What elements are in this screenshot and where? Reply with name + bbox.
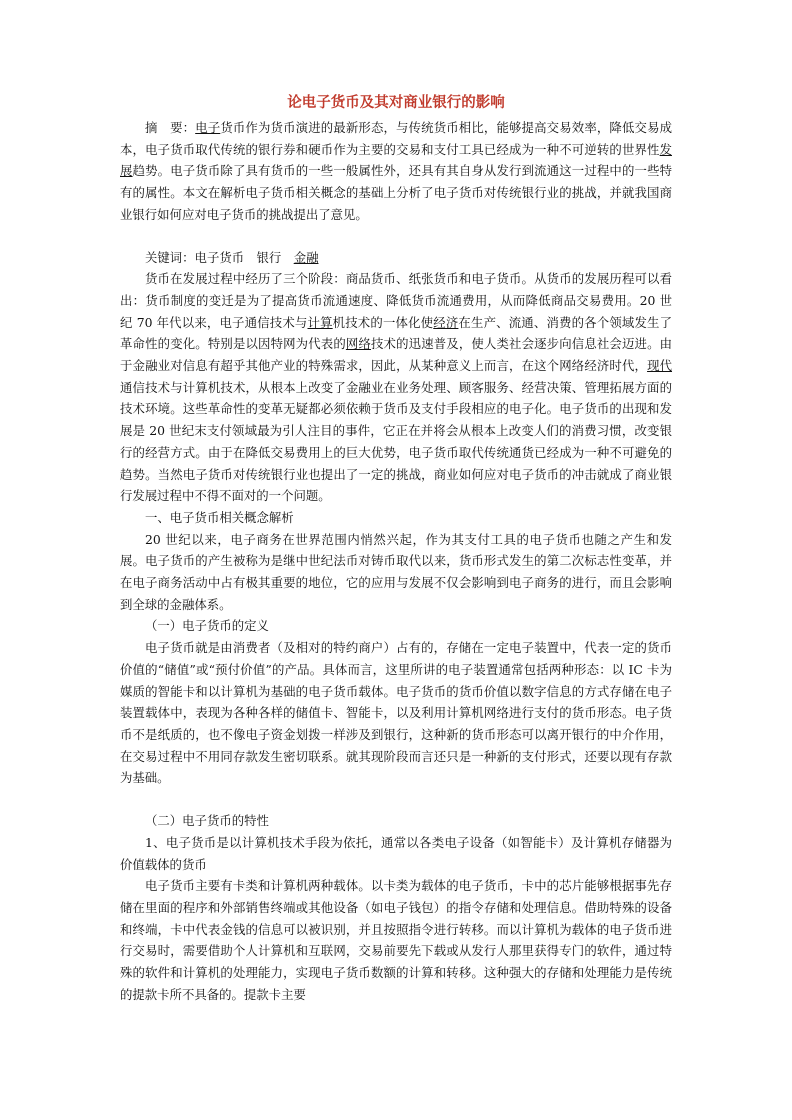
subsection-2-point-1: 1、电子货币是以计算机技术手段为依托，通常以各类电子设备（如智能卡）及计算机存储器为价值载体的货币 xyxy=(120,834,672,872)
intro-text-3: 在生产、流通、消费的各个领域发生了革命性的变化。特别是以因特网为代表的 xyxy=(120,314,673,352)
section-1-heading: 一、电子货币相关概念解析 xyxy=(145,509,294,525)
link-jinrong[interactable]: 金融 xyxy=(293,249,319,265)
keywords-label: 关键词：电子货币 银行 xyxy=(145,249,294,265)
abstract-text-1: 货币作为货币演进的最新形态，与传统货币相比，能够提高交易效率，降低交易成本，电子货币取代传统的银行券和硬币作为主要的交易和支付工具已经成为一种不可逆转的世界性 xyxy=(120,120,673,157)
abstract-text-2: 趋势。电子货币除了具有货币的一些一般属性外，还具有其自身从发行到流通这一过程中的一些特有的属性。本文在解析电子货币相关概念的基础上分析了电子货币对传统银行业的挑战，并就我国商业银行如何应对电子货币的挑战提出了意见。 xyxy=(120,163,673,222)
subsection-1-paragraph: 电子货币就是由消费者（及相对的特约商户）占有的，存储在一定电子装置中，代表一定的货币价值的“储值”或“预付价值”的产品。具体而言，这里所讲的电子装置通常包括两种形态：以 IC 卡为媒质的智能卡和以计算机为基础的电子货币载体。电子货币的货币价值以数字信息的方式存储在电子装置载体中，表现为各种各样的储值卡、智能卡，以及利用计算机网络进行支付的货币形态。电子货币不是纸质的，也不像电子资金划拨一样涉及到银行，这种新的货币形态可以离开银行的中介作用，在交易过程中不用同存款发生密切联系。就其现阶段而言还只是一种新的支付形式，还要以现有存款为基础。 xyxy=(120,640,672,786)
link-xiandai[interactable]: 现代 xyxy=(647,358,673,374)
subsection-1-heading: （一）电子货币的定义 xyxy=(145,618,269,634)
section-1-paragraph: 20 世纪以来，电子商务在世界范围内悄然兴起，作为其支付工具的电子货币也随之产生和发展。电子货币的产生被称为是继中世纪法币对铸币取代以来，货币形式发生的第二次标志性变革，并在电子商务活动中占有极其重要的地位，它的应用与发展不仅会影响到电子商务的进行，而且会影响到全球的金融体系。 xyxy=(120,531,672,612)
subsection-2-heading: （二）电子货币的特性 xyxy=(145,813,269,829)
abstract-paragraph xyxy=(120,117,672,226)
spacer xyxy=(120,789,672,810)
keywords-line xyxy=(120,247,672,269)
link-jingji[interactable]: 经济 xyxy=(433,314,459,330)
intro-paragraph xyxy=(120,268,672,507)
link-fazhan[interactable]: 发展 xyxy=(120,141,672,179)
spacer xyxy=(120,226,672,247)
intro-text-4: 技术的迅速普及，使人类社会逐步向信息社会迈进。由于金融业对信息有超乎其他产业的特殊需求，因此，从某种意义上而言，在这个网络经济时代， xyxy=(120,336,673,374)
abstract-label: 摘 要： xyxy=(145,120,196,135)
intro-text-5: 通信技术与计算机技术，从根本上改变了金融业在业务处理、顾客服务、经营决策、管理拓展方面的技术环境。这些革命性的变革无疑都必须依赖于货币及支付手段相应的电子化。电子货币的出现和发展是 20 世纪末支付领域最为引人注目的事件，它正在并将会从根本上改变人们的消费习惯，改变银行的经营方式。由于在降低交易费用上的巨大优势，电子货币取代传统通货已经成为一种不可避免的趋势。当然电子货币对传统银行业也提出了一定的挑战，商业如何应对电子货币的冲击就成了商业银行发展过程中不得不面对的一个问题。 xyxy=(120,379,672,504)
link-dianzi[interactable]: 电子 xyxy=(195,120,221,135)
intro-text-2: 机技术的一体化使 xyxy=(332,314,434,330)
intro-text-1: 货币在发展过程中经历了三个阶段：商品货币、纸张货币和电子货币。从货币的发展历程可以看出：货币制度的变迁是为了提高货币流通速度、降低货币流通费用，从而降低商品交易费用。20 世纪 70 年代以来，电子通信技术与 xyxy=(120,271,672,330)
link-wangluo[interactable]: 网络 xyxy=(345,336,371,352)
document-title: 论电子货币及其对商业银行的影响 xyxy=(287,94,505,111)
document-page xyxy=(120,92,672,1005)
link-jisuan[interactable]: 计算 xyxy=(307,314,333,330)
subsection-2-paragraph: 电子货币主要有卡类和计算机两种载体。以卡类为载体的电子货币，卡中的芯片能够根据事先存储在里面的程序和外部销售终端或其他设备（如电子钱包）的指令存储和处理信息。借助特殊的设备和终端，卡中代表金钱的信息可以被识别，并且按照指令进行转移。而以计算机为载体的电子货币进行交易时，需要借助个人计算机和互联网，交易前要先下载或从发行人那里获得专门的软件，通过特殊的软件和计算机的处理能力，实现电子货币数额的计算和转移。这种强大的存储和处理能力是传统的提款卡所不具备的。提款卡主要 xyxy=(120,878,672,1002)
